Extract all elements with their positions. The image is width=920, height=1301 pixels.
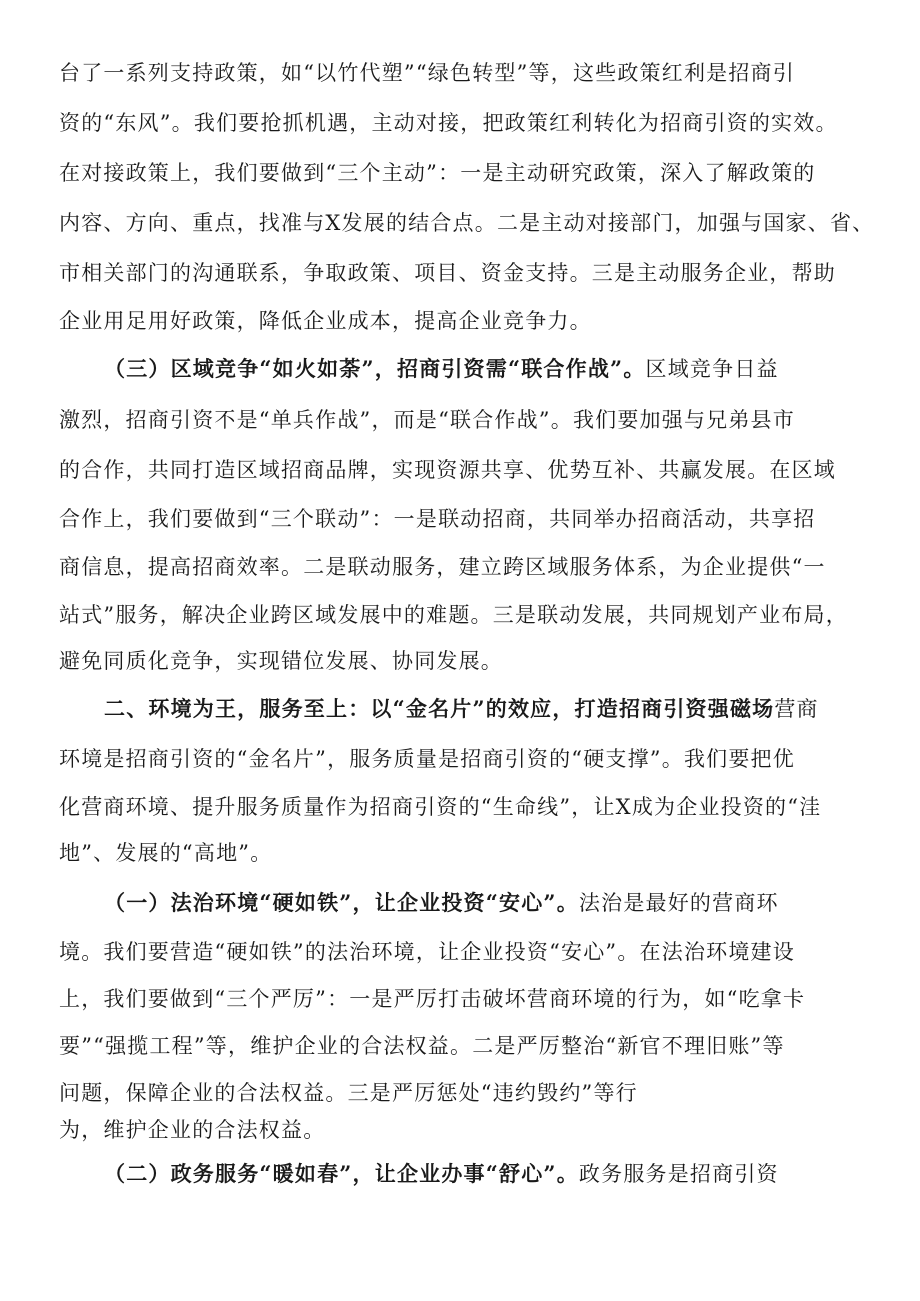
section-heading: 二、环境为王，服务至上：以“金名片”的效应，打造招商引资强磁场 [104, 696, 775, 721]
text-line: 台了一系列支持政策，如“以竹代塑”“绿色转型”等，这些政策红利是招商引 [59, 61, 795, 85]
text-line: 在对接政策上，我们要做到“三个主动”：一是主动研究政策，深入了解政策的 [59, 161, 816, 185]
text-line: 上，我们要做到“三个严厉”：一是严厉打击破坏营商环境的行为，如“吃拿卡 [59, 987, 806, 1011]
section-heading-line [104, 354, 869, 384]
section-heading-line [104, 694, 869, 724]
text-line: 站式”服务，解决企业跨区域发展中的难题。三是联动发展，共同规划产业布局， [59, 603, 848, 627]
text-run: 营商 [774, 697, 819, 721]
text-line: 化营商环境、提升服务质量作为招商引资的“生命线”，让X成为企业投资的“洼 [59, 795, 822, 819]
text-line: 为，维护企业的合法权益。 [59, 1118, 326, 1142]
text-run: 政务服务是招商引资 [578, 1162, 779, 1186]
text-run: 法治是最好的营商环 [578, 891, 779, 915]
text-run: 区域竞争日益 [645, 357, 779, 381]
text-line: 内容、方向、重点，找准与X发展的结合点。二是主动对接部门，加强与国家、省、 [59, 211, 875, 235]
text-line: 企业用足用好政策，降低企业成本，提高企业竞争力。 [59, 309, 592, 333]
text-line: 地”、发展的“高地”。 [59, 841, 273, 865]
text-line: 合作上，我们要做到“三个联动”：一是联动招商，共同举办招商活动，共享招 [59, 507, 816, 531]
text-line: 境。我们要营造“硬如铁”的法治环境，让企业投资“安心”。在法治环境建设 [59, 940, 795, 964]
text-line: 商信息，提高招商效率。二是联动服务，建立跨区域服务体系，为企业提供“一 [59, 555, 826, 579]
section-heading: （二）政务服务“暖如春”，让企业办事“舒心”。 [104, 1161, 579, 1186]
text-line: 要”“强揽工程”等，维护企业的合法权益。二是严厉整治“新官不理旧账”等 [59, 1034, 785, 1058]
text-line: 市相关部门的沟通联系，争取政策、项目、资金支持。三是主动服务企业，帮助 [59, 261, 836, 285]
section-heading-line [104, 888, 869, 918]
section-heading: （一）法治环境“硬如铁”，让企业投资“安心”。 [104, 890, 579, 915]
text-line: 资的“东风”。我们要抢抓机遇，主动对接，把政策红利转化为招商引资的实效。 [59, 111, 838, 135]
section-heading: （三）区域竞争“如火如荼”，招商引资需“联合作战”。 [104, 356, 646, 381]
text-line: 问题，保障企业的合法权益。三是严厉惩处“违约毁约”等行 [59, 1081, 638, 1105]
section-heading-line [104, 1159, 869, 1189]
text-line: 环境是招商引资的“金名片”，服务质量是招商引资的“硬支撑”。我们要把优 [59, 747, 795, 771]
text-line: 避免同质化竞争，实现错位发展、协同发展。 [59, 649, 503, 673]
text-line: 激烈，招商引资不是“单兵作战”，而是“联合作战”。我们要加强与兄弟县市 [59, 408, 795, 432]
text-line: 的合作，共同打造区域招商品牌，实现资源共享、优势互补、共赢发展。在区域 [59, 458, 836, 482]
